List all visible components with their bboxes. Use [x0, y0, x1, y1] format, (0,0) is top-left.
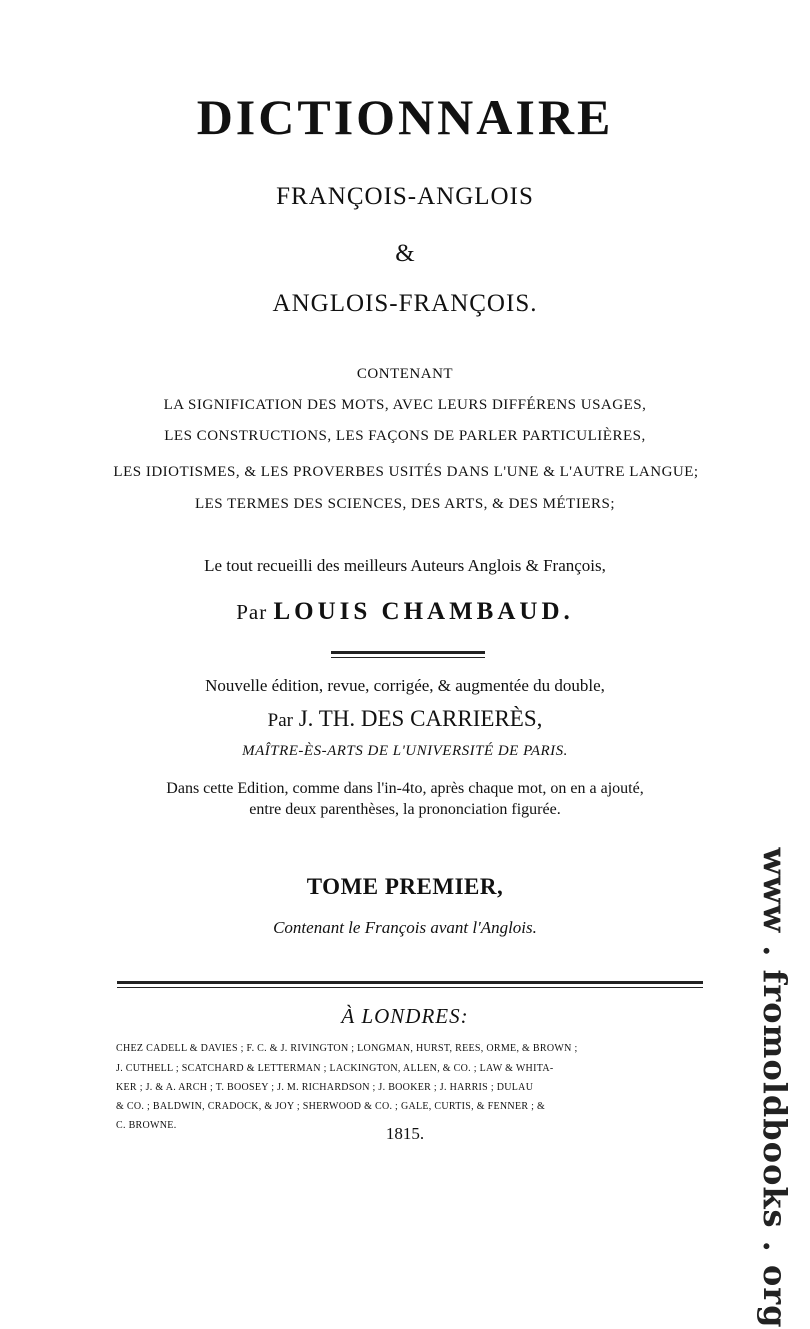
imprint-line-3: KER ; J. & A. ARCH ; T. BOOSEY ; J. M. RICHARDSON ; J. BOOKER ; J. HARRIS ; DULAU: [116, 1082, 534, 1093]
pronunciation-note-1: Dans cette Edition, comme dans l'in-4to, après chaque mot, on en a ajouté,: [166, 780, 644, 797]
compilation-note: Le tout recueilli des meilleurs Auteurs Anglois & François,: [204, 556, 606, 575]
imprint-line-4: & CO. ; BALDWIN, CRADOCK, & JOY ; SHERWOOD & CO. ; GALE, CURTIS, & FENNER ; &: [116, 1101, 546, 1112]
imprint-line-5: C. BROWNE.: [116, 1120, 177, 1131]
editor-title: MAÎTRE-ÈS-ARTS DE L'UNIVERSITÉ DE PARIS.: [242, 743, 568, 759]
contents-line-1: LA SIGNIFICATION DES MOTS, AVEC LEURS DIFFÉRENS USAGES,: [163, 397, 647, 413]
subtitle-english-french: ANGLOIS-FRANÇOIS.: [272, 290, 538, 317]
publication-year: 1815.: [385, 1124, 425, 1143]
author-line: [0, 598, 810, 626]
subtitle-ampersand: &: [395, 240, 415, 267]
volume-title: TOME PREMIER,: [306, 874, 504, 899]
imprint-line-2: J. CUTHELL ; SCATCHARD & LETTERMAN ; LACKINGTON, ALLEN, & CO. ; LAW & WHITA-: [116, 1063, 554, 1074]
author-prefix: Par: [236, 600, 268, 624]
editor-prefix: Par: [267, 710, 293, 731]
imprint-place: À LONDRES:: [341, 1004, 469, 1028]
author-name: LOUIS CHAMBAUD.: [273, 598, 574, 625]
pronunciation-note-2: entre deux parenthèses, la prononciation figurée.: [249, 801, 561, 818]
imprint-line-1: CHEZ CADELL & DAVIES ; F. C. & J. RIVINGTON ; LONGMAN, HURST, REES, ORME, & BROWN ;: [116, 1043, 578, 1054]
contents-line-3: LES IDIOTISMES, & LES PROVERBES USITÉS DANS L'UNE & L'AUTRE LANGUE;: [113, 464, 699, 480]
edition-note: Nouvelle édition, revue, corrigée, & augmentée du double,: [205, 676, 605, 695]
volume-subtitle: Contenant le François avant l'Anglois.: [273, 918, 537, 937]
long-rule-divider: [117, 981, 703, 988]
watermark-text: www . fromoldbooks . org: [756, 847, 794, 1329]
editor-name: J. TH. DES CARRIERÈS,: [298, 706, 543, 731]
contents-line-2: LES CONSTRUCTIONS, LES FAÇONS DE PARLER PARTICULIÈRES,: [164, 428, 646, 444]
contents-heading: CONTENANT: [356, 366, 454, 382]
double-rule-divider: [331, 651, 485, 658]
contents-line-4: LES TERMES DES SCIENCES, DES ARTS, & DES MÉTIERS;: [194, 496, 616, 512]
book-title: DICTIONNAIRE: [196, 89, 614, 145]
editor-line: [0, 706, 810, 732]
subtitle-french-english: FRANÇOIS-ANGLOIS: [276, 183, 534, 210]
